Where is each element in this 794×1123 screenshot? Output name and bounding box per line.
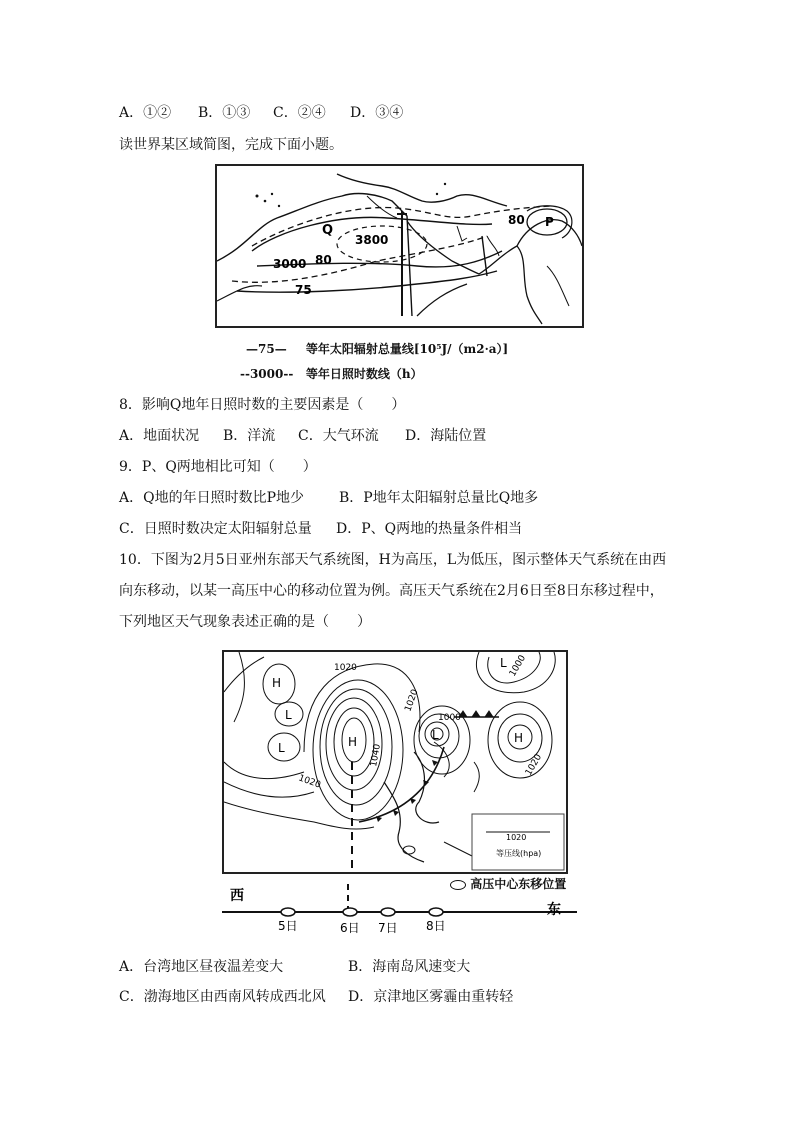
q8-stem: 8．影响Q地年日照时数的主要因素是（ ） [119, 397, 406, 413]
q8-options [119, 427, 486, 445]
q8-option-d[interactable]: D．海陆位置 [405, 428, 487, 444]
solar-radiation-map [215, 164, 584, 328]
q7-option-c[interactable]: C．②④ [273, 105, 326, 121]
q9-option-b[interactable]: B．P地年太阳辐射总量比Q地多 [339, 490, 539, 506]
q9-option-d[interactable]: D．P、Q两地的热量条件相当 [336, 521, 523, 537]
timeline [222, 884, 577, 934]
label-3800: 3800 [355, 233, 389, 247]
timeline-day-8: 8日 [426, 919, 446, 933]
label-l-northeast: L [500, 656, 507, 670]
label-p: P [545, 215, 554, 229]
q8-option-c[interactable]: C．大气环流 [298, 428, 379, 444]
q7-option-a[interactable]: A．①② [119, 105, 172, 121]
legend-radiation-text: 等年太阳辐射总量线[10⁵J/（m2·a）] [305, 342, 509, 356]
q7-option-b[interactable]: B．①③ [198, 105, 251, 121]
solar-radiation-map-drawing [217, 166, 582, 326]
label-l-west-1: L [285, 708, 292, 722]
timeline-day-6: 6日 [340, 921, 360, 934]
q7-option-d[interactable]: D．③④ [350, 105, 404, 121]
timeline-west: 西 [230, 888, 244, 904]
legend-sunshine-text: 等年日照时数线（h） [305, 367, 423, 381]
q10-stem-line-3: 下列地区天气现象表述正确的是（ ） [119, 614, 371, 630]
label-h-central: H [348, 735, 358, 749]
label-80-right: 80 [508, 213, 525, 227]
timeline-day-7: 7日 [378, 921, 398, 934]
label-h-east: H [514, 731, 524, 745]
q9-option-row-1 [119, 489, 538, 507]
label-q: Q [322, 223, 334, 238]
timeline-drawing [222, 884, 577, 934]
legend-radiation-sample: —75— [246, 342, 287, 356]
map1-legend-sunshine [240, 365, 423, 382]
q10-option-d[interactable]: D．京津地区雾霾由重转轻 [348, 989, 514, 1005]
label-1020-mid: 1020 [403, 688, 421, 714]
inset-isobar-caption: 等压线(hpa) [496, 849, 542, 858]
q8-option-b[interactable]: B．洋流 [223, 428, 276, 444]
q7-options [119, 104, 403, 122]
q10-stem-line-2: 向东移动，以某一高压中心的移动位置为例。高压天气系统在2月6日至8日东移过程中， [119, 583, 664, 599]
label-1040: 1040 [369, 743, 383, 768]
label-h-west: H [272, 676, 282, 690]
q10-option-b[interactable]: B．海南岛风速变大 [348, 959, 471, 975]
legend-sunshine-sample: --3000-- [240, 367, 294, 381]
label-3000: 3000 [273, 257, 307, 271]
q10-option-c[interactable]: C．渤海地区由西南风转成西北风 [119, 989, 326, 1005]
q8-option-a[interactable]: A．地面状况 [119, 428, 200, 444]
label-l-center: L [432, 728, 439, 742]
q9-option-row-2 [119, 520, 522, 538]
label-1020-north: 1020 [334, 663, 357, 673]
label-80-left: 80 [315, 253, 332, 267]
timeline-day-5: 5日 [278, 919, 298, 933]
label-1020-east: 1020 [523, 752, 545, 778]
q10-option-a[interactable]: A．台湾地区昼夜温差变大 [119, 959, 284, 975]
label-l-west-2: L [278, 741, 285, 755]
label-1000-center: 1000 [438, 713, 461, 723]
weather-system-map-drawing [224, 652, 566, 872]
reading-instruction: 读世界某区域简图，完成下面小题。 [119, 137, 343, 153]
q10-stem-line-1: 10．下图为2月5日亚州东部天气系统图，H为高压，L为低压，图示整体天气系统在由西 [119, 552, 667, 568]
q10-option-row-2 [119, 988, 513, 1006]
q9-option-c[interactable]: C．日照时数决定太阳辐射总量 [119, 521, 312, 537]
q9-option-a[interactable]: A．Q地的年日照时数比P地少 [119, 490, 305, 506]
label-1000-northeast: 1000 [507, 653, 529, 679]
weather-system-map [222, 650, 568, 874]
inset-isobar-value: 1020 [506, 833, 527, 842]
q9-stem: 9．P、Q两地相比可知（ ） [119, 459, 317, 475]
timeline-east: 东 [547, 902, 561, 918]
label-1020-southwest: 1020 [296, 773, 322, 791]
label-75: 75 [295, 283, 312, 297]
map1-legend-radiation [246, 340, 508, 357]
q10-option-row-1 [119, 958, 470, 976]
legend-text: 高压中心东移位置 [470, 877, 567, 891]
